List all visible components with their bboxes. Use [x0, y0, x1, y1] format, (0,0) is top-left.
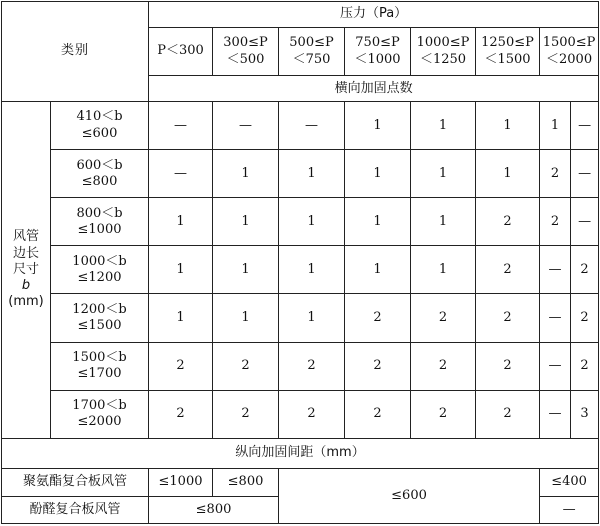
value-cell: —	[279, 102, 345, 150]
table-row	[2, 150, 599, 198]
value-cell: 1	[345, 246, 411, 294]
value-cell: 2	[345, 342, 411, 390]
value-cell: —	[540, 246, 571, 294]
value-cell: 2	[571, 342, 599, 390]
value-cell: 1	[411, 150, 476, 198]
value-cell: 1	[540, 102, 571, 150]
pressure-range-2: 500≤P ＜750	[279, 28, 345, 76]
value-cell: 1	[279, 294, 345, 342]
value-cell: 2	[345, 294, 411, 342]
value-cell: 1	[149, 294, 213, 342]
value-cell: 2	[476, 342, 540, 390]
size-range: 600＜b ≤800	[51, 150, 149, 198]
duct-side-length-label: 风管 边长 尺寸 b (mm)	[2, 102, 51, 439]
polyurethane-label: 聚氨酯复合板风管	[2, 468, 149, 496]
value-cell: 2	[149, 342, 213, 390]
pressure-range-1: 300≤P ＜500	[213, 28, 279, 76]
polyurethane-value: ≤400	[540, 468, 599, 496]
value-cell: 2	[279, 390, 345, 438]
value-cell: 2	[213, 342, 279, 390]
value-cell: 1	[213, 150, 279, 198]
category-header: 类别	[2, 2, 149, 102]
phenolic-label: 酚醛复合板风管	[2, 496, 149, 523]
polyurethane-row	[2, 468, 599, 496]
value-cell: 1	[476, 102, 540, 150]
size-range: 1700＜b ≤2000	[51, 390, 149, 438]
table-row	[2, 294, 599, 342]
transverse-points-header: 横向加固点数	[149, 76, 599, 102]
value-cell: 1	[411, 198, 476, 246]
value-cell: 2	[149, 390, 213, 438]
value-cell: 1	[345, 102, 411, 150]
table-row	[2, 198, 599, 246]
value-cell: 2	[476, 294, 540, 342]
size-range: 1200＜b ≤1500	[51, 294, 149, 342]
value-cell: 1	[149, 198, 213, 246]
value-cell: —	[571, 198, 599, 246]
longitudinal-spacing-header: 纵向加固间距（mm）	[2, 438, 599, 468]
table-row	[2, 390, 599, 438]
pressure-range-5: 1250≤P ＜1500	[476, 28, 540, 76]
value-cell: 2	[213, 390, 279, 438]
value-cell: 2	[571, 246, 599, 294]
value-cell: 2	[571, 294, 599, 342]
value-cell: 2	[411, 342, 476, 390]
size-range: 1500＜b ≤1700	[51, 342, 149, 390]
value-cell: 1	[345, 150, 411, 198]
size-range: 800＜b ≤1000	[51, 198, 149, 246]
value-cell: 1	[213, 198, 279, 246]
table-row	[2, 246, 599, 294]
value-cell: 2	[411, 294, 476, 342]
value-cell: —	[149, 150, 213, 198]
value-cell: 2	[279, 342, 345, 390]
value-cell: 2	[411, 390, 476, 438]
value-cell: —	[571, 150, 599, 198]
value-cell: 1	[345, 198, 411, 246]
size-range: 410＜b ≤600	[51, 102, 149, 150]
value-cell: —	[540, 342, 571, 390]
value-cell: 1	[411, 246, 476, 294]
pressure-range-6: 1500≤P ＜2000	[540, 28, 599, 76]
value-cell: 1	[279, 246, 345, 294]
value-cell: 2	[476, 390, 540, 438]
polyurethane-value: ≤800	[213, 468, 279, 496]
value-cell: 2	[540, 150, 571, 198]
value-cell: —	[213, 102, 279, 150]
table-row	[2, 102, 599, 150]
value-cell: 2	[540, 198, 571, 246]
value-cell: 1	[149, 246, 213, 294]
size-range: 1000＜b ≤1200	[51, 246, 149, 294]
phenolic-value: —	[540, 496, 599, 523]
table-row	[2, 342, 599, 390]
value-cell: 3	[571, 390, 599, 438]
pressure-range-4: 1000≤P ＜1250	[411, 28, 476, 76]
value-cell: 2	[345, 390, 411, 438]
shared-spacing-value: ≤600	[279, 468, 540, 523]
value-cell: 1	[213, 294, 279, 342]
reinforcement-table	[1, 1, 599, 524]
value-cell: 2	[476, 246, 540, 294]
value-cell: 1	[279, 198, 345, 246]
value-cell: 1	[279, 150, 345, 198]
pressure-range-0: P＜300	[149, 28, 213, 76]
value-cell: 1	[213, 246, 279, 294]
value-cell: —	[571, 102, 599, 150]
value-cell: 1	[411, 102, 476, 150]
phenolic-value: ≤800	[149, 496, 279, 523]
polyurethane-value: ≤1000	[149, 468, 213, 496]
value-cell: —	[540, 294, 571, 342]
pressure-header: 压力（Pa）	[149, 2, 599, 28]
value-cell: —	[149, 102, 213, 150]
value-cell: 1	[476, 150, 540, 198]
value-cell: —	[540, 390, 571, 438]
pressure-range-3: 750≤P ＜1000	[345, 28, 411, 76]
value-cell: 2	[476, 198, 540, 246]
